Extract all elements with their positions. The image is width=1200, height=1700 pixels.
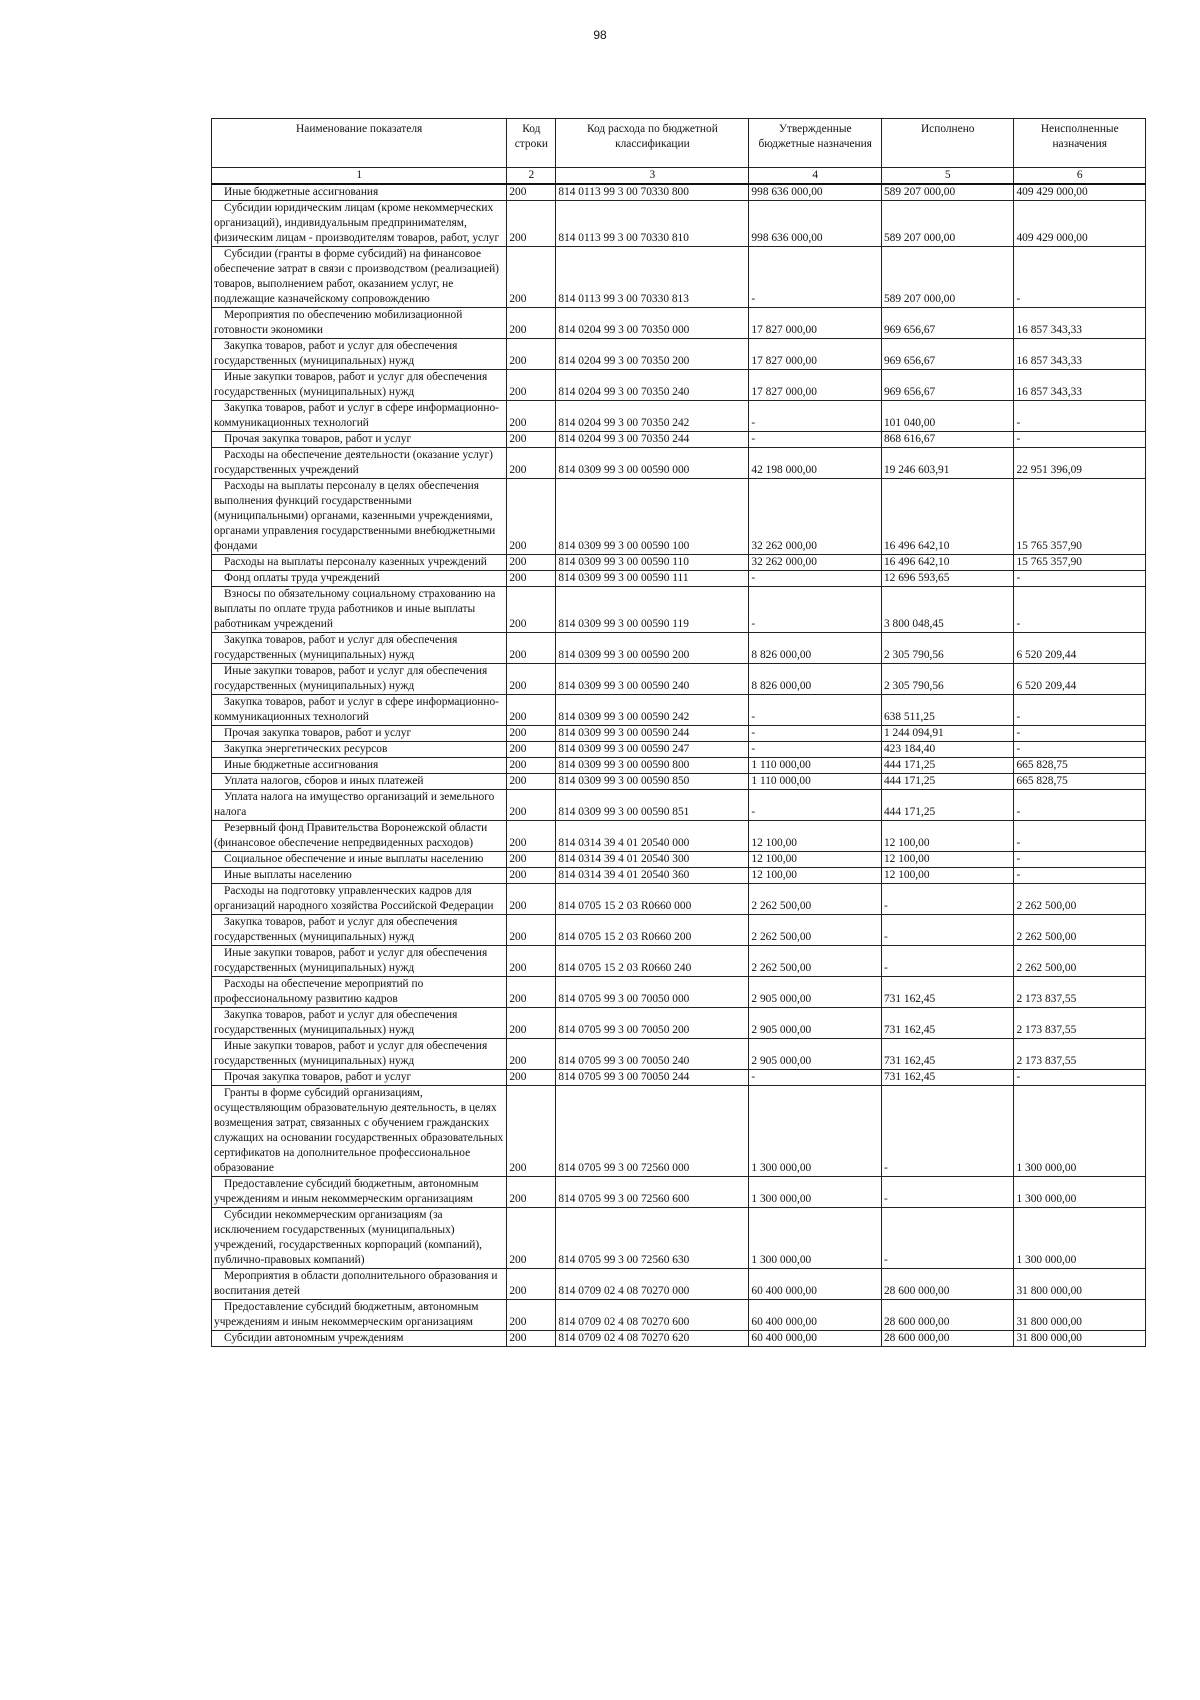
executed-amount-cell: - (881, 946, 1014, 977)
line-code-cell: 200 (507, 1269, 556, 1300)
indicator-name-cell: Иные закупки товаров, работ и услуг для обеспечения государственных (муниципальных) нужд (212, 370, 507, 401)
table-row (212, 370, 1146, 401)
header-unexecuted-appropriations: Неисполненные назначения (1014, 119, 1146, 168)
line-code-cell: 200 (507, 695, 556, 726)
budget-execution-table (211, 118, 1146, 1347)
column-number: 1 (212, 168, 507, 185)
approved-amount-cell: - (749, 571, 882, 587)
approved-amount-cell: 60 400 000,00 (749, 1331, 882, 1347)
column-number: 4 (749, 168, 882, 185)
table-row (212, 664, 1146, 695)
executed-amount-cell: 12 100,00 (881, 852, 1014, 868)
executed-amount-cell: 423 184,40 (881, 742, 1014, 758)
classification-code-cell: 814 0309 99 3 00 00590 110 (556, 555, 749, 571)
table-row (212, 401, 1146, 432)
classification-code-cell: 814 0309 99 3 00 00590 850 (556, 774, 749, 790)
table-row (212, 1331, 1146, 1347)
classification-code-cell: 814 0204 99 3 00 70350 000 (556, 308, 749, 339)
executed-amount-cell: 969 656,67 (881, 308, 1014, 339)
unexecuted-amount-cell: 409 429 000,00 (1014, 184, 1146, 201)
classification-code-cell: 814 0705 15 2 03 R0660 240 (556, 946, 749, 977)
classification-code-cell: 814 0204 99 3 00 70350 244 (556, 432, 749, 448)
unexecuted-amount-cell: - (1014, 726, 1146, 742)
line-code-cell: 200 (507, 742, 556, 758)
classification-code-cell: 814 0309 99 3 00 00590 200 (556, 633, 749, 664)
executed-amount-cell: 868 616,67 (881, 432, 1014, 448)
classification-code-cell: 814 0309 99 3 00 00590 244 (556, 726, 749, 742)
classification-code-cell: 814 0314 39 4 01 20540 000 (556, 821, 749, 852)
line-code-cell: 200 (507, 977, 556, 1008)
table-row (212, 587, 1146, 633)
approved-amount-cell: 17 827 000,00 (749, 370, 882, 401)
line-code-cell: 200 (507, 308, 556, 339)
table-row (212, 1208, 1146, 1269)
line-code-cell: 200 (507, 726, 556, 742)
line-code-cell: 200 (507, 664, 556, 695)
line-code-cell: 200 (507, 432, 556, 448)
indicator-name-cell: Предоставление субсидий бюджетным, автономным учреждениям и иным некоммерческим организациям (212, 1300, 507, 1331)
approved-amount-cell: 1 300 000,00 (749, 1208, 882, 1269)
approved-amount-cell: 1 300 000,00 (749, 1177, 882, 1208)
table-header-row (212, 119, 1146, 168)
classification-code-cell: 814 0309 99 3 00 00590 111 (556, 571, 749, 587)
approved-amount-cell: - (749, 695, 882, 726)
indicator-name-cell: Иные закупки товаров, работ и услуг для обеспечения государственных (муниципальных) нужд (212, 664, 507, 695)
approved-amount-cell: - (749, 401, 882, 432)
line-code-cell: 200 (507, 852, 556, 868)
unexecuted-amount-cell: 16 857 343,33 (1014, 370, 1146, 401)
classification-code-cell: 814 0705 99 3 00 70050 200 (556, 1008, 749, 1039)
approved-amount-cell: 998 636 000,00 (749, 184, 882, 201)
line-code-cell: 200 (507, 339, 556, 370)
executed-amount-cell: 2 305 790,56 (881, 664, 1014, 695)
table-row (212, 852, 1146, 868)
classification-code-cell: 814 0309 99 3 00 00590 800 (556, 758, 749, 774)
indicator-name-cell: Предоставление субсидий бюджетным, автономным учреждениям и иным некоммерческим организациям (212, 1177, 507, 1208)
classification-code-cell: 814 0705 15 2 03 R0660 200 (556, 915, 749, 946)
line-code-cell: 200 (507, 821, 556, 852)
indicator-name-cell: Иные закупки товаров, работ и услуг для обеспечения государственных (муниципальных) нужд (212, 946, 507, 977)
table-row (212, 555, 1146, 571)
executed-amount-cell: 28 600 000,00 (881, 1269, 1014, 1300)
indicator-name-cell: Закупка товаров, работ и услуг для обеспечения государственных (муниципальных) нужд (212, 339, 507, 370)
unexecuted-amount-cell: - (1014, 1070, 1146, 1086)
approved-amount-cell: - (749, 587, 882, 633)
indicator-name-cell: Прочая закупка товаров, работ и услуг (212, 432, 507, 448)
table-row (212, 821, 1146, 852)
classification-code-cell: 814 0204 99 3 00 70350 242 (556, 401, 749, 432)
line-code-cell: 200 (507, 1070, 556, 1086)
indicator-name-cell: Расходы на обеспечение деятельности (оказание услуг) государственных учреждений (212, 448, 507, 479)
table-row (212, 790, 1146, 821)
indicator-name-cell: Иные бюджетные ассигнования (212, 184, 507, 201)
approved-amount-cell: - (749, 790, 882, 821)
line-code-cell: 200 (507, 247, 556, 308)
page-number: 98 (593, 28, 607, 42)
approved-amount-cell: 17 827 000,00 (749, 339, 882, 370)
indicator-name-cell: Закупка энергетических ресурсов (212, 742, 507, 758)
approved-amount-cell: 60 400 000,00 (749, 1300, 882, 1331)
executed-amount-cell: 28 600 000,00 (881, 1331, 1014, 1347)
indicator-name-cell: Мероприятия по обеспечению мобилизационной готовности экономики (212, 308, 507, 339)
line-code-cell: 200 (507, 1177, 556, 1208)
column-number: 5 (881, 168, 1014, 185)
unexecuted-amount-cell: - (1014, 587, 1146, 633)
unexecuted-amount-cell: 1 300 000,00 (1014, 1208, 1146, 1269)
indicator-name-cell: Гранты в форме субсидий организациям, осуществляющим образовательную деятельность, в целях возмещения затрат, связанных с обучением гражданских служащих на основании государственных образовательных сертификатов на дополнительное профессиональное образование (212, 1086, 507, 1177)
indicator-name-cell: Иные бюджетные ассигнования (212, 758, 507, 774)
line-code-cell: 200 (507, 555, 556, 571)
indicator-name-cell: Прочая закупка товаров, работ и услуг (212, 1070, 507, 1086)
executed-amount-cell: 16 496 642,10 (881, 555, 1014, 571)
unexecuted-amount-cell: 22 951 396,09 (1014, 448, 1146, 479)
unexecuted-amount-cell: - (1014, 821, 1146, 852)
indicator-name-cell: Субсидии (гранты в форме субсидий) на финансовое обеспечение затрат в связи с производством (реализацией) товаров, выполнением работ, оказанием услуг, не подлежащие казначейскому сопровождению (212, 247, 507, 308)
table-row (212, 1008, 1146, 1039)
table-row (212, 247, 1146, 308)
indicator-name-cell: Закупка товаров, работ и услуг для обеспечения государственных (муниципальных) нужд (212, 633, 507, 664)
executed-amount-cell: 969 656,67 (881, 339, 1014, 370)
approved-amount-cell: - (749, 726, 882, 742)
unexecuted-amount-cell: - (1014, 571, 1146, 587)
indicator-name-cell: Иные выплаты населению (212, 868, 507, 884)
column-number: 6 (1014, 168, 1146, 185)
classification-code-cell: 814 0705 99 3 00 72560 600 (556, 1177, 749, 1208)
executed-amount-cell: 16 496 642,10 (881, 479, 1014, 555)
executed-amount-cell: 731 162,45 (881, 1008, 1014, 1039)
executed-amount-cell: 731 162,45 (881, 1070, 1014, 1086)
classification-code-cell: 814 0309 99 3 00 00590 240 (556, 664, 749, 695)
executed-amount-cell: 638 511,25 (881, 695, 1014, 726)
executed-amount-cell: 589 207 000,00 (881, 184, 1014, 201)
unexecuted-amount-cell: 2 173 837,55 (1014, 977, 1146, 1008)
indicator-name-cell: Закупка товаров, работ и услуг в сфере информационно-коммуникационных технологий (212, 695, 507, 726)
executed-amount-cell: - (881, 1086, 1014, 1177)
table-row (212, 633, 1146, 664)
table-row (212, 448, 1146, 479)
executed-amount-cell: - (881, 1177, 1014, 1208)
approved-amount-cell: 42 198 000,00 (749, 448, 882, 479)
classification-code-cell: 814 0113 99 3 00 70330 800 (556, 184, 749, 201)
classification-code-cell: 814 0204 99 3 00 70350 240 (556, 370, 749, 401)
classification-code-cell: 814 0113 99 3 00 70330 813 (556, 247, 749, 308)
classification-code-cell: 814 0705 99 3 00 72560 630 (556, 1208, 749, 1269)
indicator-name-cell: Закупка товаров, работ и услуг для обеспечения государственных (муниципальных) нужд (212, 915, 507, 946)
line-code-cell: 200 (507, 1208, 556, 1269)
classification-code-cell: 814 0309 99 3 00 00590 119 (556, 587, 749, 633)
executed-amount-cell: 101 040,00 (881, 401, 1014, 432)
table-row (212, 201, 1146, 247)
line-code-cell: 200 (507, 1331, 556, 1347)
unexecuted-amount-cell: 2 262 500,00 (1014, 884, 1146, 915)
approved-amount-cell: - (749, 247, 882, 308)
unexecuted-amount-cell: - (1014, 852, 1146, 868)
line-code-cell: 200 (507, 479, 556, 555)
unexecuted-amount-cell: - (1014, 432, 1146, 448)
indicator-name-cell: Закупка товаров, работ и услуг в сфере информационно-коммуникационных технологий (212, 401, 507, 432)
approved-amount-cell: 8 826 000,00 (749, 664, 882, 695)
classification-code-cell: 814 0705 99 3 00 70050 000 (556, 977, 749, 1008)
line-code-cell: 200 (507, 1039, 556, 1070)
unexecuted-amount-cell: 15 765 357,90 (1014, 479, 1146, 555)
unexecuted-amount-cell: 6 520 209,44 (1014, 664, 1146, 695)
table-row (212, 1269, 1146, 1300)
line-code-cell: 200 (507, 448, 556, 479)
executed-amount-cell: 12 100,00 (881, 868, 1014, 884)
executed-amount-cell: 28 600 000,00 (881, 1300, 1014, 1331)
executed-amount-cell: 731 162,45 (881, 1039, 1014, 1070)
unexecuted-amount-cell: 665 828,75 (1014, 758, 1146, 774)
executed-amount-cell: 3 800 048,45 (881, 587, 1014, 633)
indicator-name-cell: Закупка товаров, работ и услуг для обеспечения государственных (муниципальных) нужд (212, 1008, 507, 1039)
classification-code-cell: 814 0204 99 3 00 70350 200 (556, 339, 749, 370)
line-code-cell: 200 (507, 1300, 556, 1331)
header-executed: Исполнено (881, 119, 1014, 168)
approved-amount-cell: 12 100,00 (749, 868, 882, 884)
table-row (212, 758, 1146, 774)
table-row (212, 1070, 1146, 1086)
header-line-code: Код строки (507, 119, 556, 168)
header-indicator-name: Наименование показателя (212, 119, 507, 168)
approved-amount-cell: 1 110 000,00 (749, 758, 882, 774)
unexecuted-amount-cell: 2 262 500,00 (1014, 946, 1146, 977)
approved-amount-cell: 1 300 000,00 (749, 1086, 882, 1177)
unexecuted-amount-cell: - (1014, 247, 1146, 308)
approved-amount-cell: 2 905 000,00 (749, 1039, 882, 1070)
executed-amount-cell: - (881, 915, 1014, 946)
indicator-name-cell: Расходы на подготовку управленческих кадров для организаций народного хозяйства Российской Федерации (212, 884, 507, 915)
executed-amount-cell: 1 244 094,91 (881, 726, 1014, 742)
indicator-name-cell: Резервный фонд Правительства Воронежской области (финансовое обеспечение непредвиденных расходов) (212, 821, 507, 852)
unexecuted-amount-cell: 1 300 000,00 (1014, 1177, 1146, 1208)
approved-amount-cell: 12 100,00 (749, 852, 882, 868)
executed-amount-cell: 444 171,25 (881, 774, 1014, 790)
line-code-cell: 200 (507, 915, 556, 946)
table-row (212, 571, 1146, 587)
executed-amount-cell: 444 171,25 (881, 790, 1014, 821)
indicator-name-cell: Фонд оплаты труда учреждений (212, 571, 507, 587)
classification-code-cell: 814 0705 99 3 00 72560 000 (556, 1086, 749, 1177)
approved-amount-cell: 1 110 000,00 (749, 774, 882, 790)
line-code-cell: 200 (507, 774, 556, 790)
classification-code-cell: 814 0113 99 3 00 70330 810 (556, 201, 749, 247)
unexecuted-amount-cell: - (1014, 868, 1146, 884)
indicator-name-cell: Уплата налога на имущество организаций и земельного налога (212, 790, 507, 821)
unexecuted-amount-cell: 16 857 343,33 (1014, 308, 1146, 339)
approved-amount-cell: 2 262 500,00 (749, 915, 882, 946)
table-row (212, 884, 1146, 915)
line-code-cell: 200 (507, 946, 556, 977)
classification-code-cell: 814 0705 99 3 00 70050 240 (556, 1039, 749, 1070)
approved-amount-cell: 60 400 000,00 (749, 1269, 882, 1300)
indicator-name-cell: Субсидии юридическим лицам (кроме некоммерческих организаций), индивидуальным предпринимателям, физическим лицам - производителям товаров, работ, услуг (212, 201, 507, 247)
header-approved-appropriations: Утвержденные бюджетные назначения (749, 119, 882, 168)
indicator-name-cell: Расходы на выплаты персоналу казенных учреждений (212, 555, 507, 571)
approved-amount-cell: 8 826 000,00 (749, 633, 882, 664)
unexecuted-amount-cell: - (1014, 742, 1146, 758)
classification-code-cell: 814 0309 99 3 00 00590 242 (556, 695, 749, 726)
header-budget-classification-code: Код расхода по бюджетной классификации (556, 119, 749, 168)
classification-code-cell: 814 0709 02 4 08 70270 000 (556, 1269, 749, 1300)
line-code-cell: 200 (507, 758, 556, 774)
classification-code-cell: 814 0709 02 4 08 70270 620 (556, 1331, 749, 1347)
unexecuted-amount-cell: 2 262 500,00 (1014, 915, 1146, 946)
approved-amount-cell: 12 100,00 (749, 821, 882, 852)
approved-amount-cell: 2 262 500,00 (749, 884, 882, 915)
line-code-cell: 200 (507, 1086, 556, 1177)
unexecuted-amount-cell: 31 800 000,00 (1014, 1331, 1146, 1347)
line-code-cell: 200 (507, 370, 556, 401)
table-row (212, 726, 1146, 742)
executed-amount-cell: - (881, 1208, 1014, 1269)
executed-amount-cell: 589 207 000,00 (881, 247, 1014, 308)
classification-code-cell: 814 0309 99 3 00 00590 247 (556, 742, 749, 758)
table-row (212, 774, 1146, 790)
approved-amount-cell: 2 905 000,00 (749, 977, 882, 1008)
classification-code-cell: 814 0309 99 3 00 00590 851 (556, 790, 749, 821)
unexecuted-amount-cell: 2 173 837,55 (1014, 1008, 1146, 1039)
classification-code-cell: 814 0705 99 3 00 70050 244 (556, 1070, 749, 1086)
table-row (212, 308, 1146, 339)
executed-amount-cell: 444 171,25 (881, 758, 1014, 774)
classification-code-cell: 814 0314 39 4 01 20540 360 (556, 868, 749, 884)
executed-amount-cell: 731 162,45 (881, 977, 1014, 1008)
unexecuted-amount-cell: 16 857 343,33 (1014, 339, 1146, 370)
executed-amount-cell: - (881, 884, 1014, 915)
line-code-cell: 200 (507, 868, 556, 884)
line-code-cell: 200 (507, 790, 556, 821)
indicator-name-cell: Иные закупки товаров, работ и услуг для обеспечения государственных (муниципальных) нужд (212, 1039, 507, 1070)
table-row (212, 1177, 1146, 1208)
line-code-cell: 200 (507, 184, 556, 201)
indicator-name-cell: Субсидии автономным учреждениям (212, 1331, 507, 1347)
column-number-row (212, 168, 1146, 185)
unexecuted-amount-cell: 2 173 837,55 (1014, 1039, 1146, 1070)
table-row (212, 184, 1146, 201)
table-row (212, 1086, 1146, 1177)
unexecuted-amount-cell: - (1014, 695, 1146, 726)
unexecuted-amount-cell: 31 800 000,00 (1014, 1269, 1146, 1300)
table-row (212, 695, 1146, 726)
indicator-name-cell: Мероприятия в области дополнительного образования и воспитания детей (212, 1269, 507, 1300)
classification-code-cell: 814 0309 99 3 00 00590 000 (556, 448, 749, 479)
table-row (212, 339, 1146, 370)
table-row (212, 1300, 1146, 1331)
classification-code-cell: 814 0709 02 4 08 70270 600 (556, 1300, 749, 1331)
table-row (212, 742, 1146, 758)
line-code-cell: 200 (507, 884, 556, 915)
classification-code-cell: 814 0314 39 4 01 20540 300 (556, 852, 749, 868)
table-body (212, 184, 1146, 1347)
table-row (212, 868, 1146, 884)
column-number: 3 (556, 168, 749, 185)
executed-amount-cell: 12 696 593,65 (881, 571, 1014, 587)
unexecuted-amount-cell: 6 520 209,44 (1014, 633, 1146, 664)
approved-amount-cell: - (749, 432, 882, 448)
line-code-cell: 200 (507, 587, 556, 633)
indicator-name-cell: Субсидии некоммерческим организациям (за исключением государственных (муниципальных) учреждений, государственных корпораций (компаний), публично-правовых компаний) (212, 1208, 507, 1269)
indicator-name-cell: Расходы на выплаты персоналу в целях обеспечения выполнения функций государственными (муниципальными) органами, казенными учреждениями, органами управления государственными внебюджетными фондами (212, 479, 507, 555)
executed-amount-cell: 12 100,00 (881, 821, 1014, 852)
table-row (212, 1039, 1146, 1070)
unexecuted-amount-cell: 15 765 357,90 (1014, 555, 1146, 571)
unexecuted-amount-cell: 665 828,75 (1014, 774, 1146, 790)
approved-amount-cell: 17 827 000,00 (749, 308, 882, 339)
unexecuted-amount-cell: - (1014, 401, 1146, 432)
executed-amount-cell: 589 207 000,00 (881, 201, 1014, 247)
unexecuted-amount-cell: 1 300 000,00 (1014, 1086, 1146, 1177)
executed-amount-cell: 19 246 603,91 (881, 448, 1014, 479)
indicator-name-cell: Социальное обеспечение и иные выплаты населению (212, 852, 507, 868)
table-row (212, 479, 1146, 555)
line-code-cell: 200 (507, 401, 556, 432)
executed-amount-cell: 2 305 790,56 (881, 633, 1014, 664)
approved-amount-cell: 2 905 000,00 (749, 1008, 882, 1039)
line-code-cell: 200 (507, 571, 556, 587)
indicator-name-cell: Уплата налогов, сборов и иных платежей (212, 774, 507, 790)
table-row (212, 977, 1146, 1008)
unexecuted-amount-cell: 31 800 000,00 (1014, 1300, 1146, 1331)
approved-amount-cell: 998 636 000,00 (749, 201, 882, 247)
executed-amount-cell: 969 656,67 (881, 370, 1014, 401)
classification-code-cell: 814 0309 99 3 00 00590 100 (556, 479, 749, 555)
classification-code-cell: 814 0705 15 2 03 R0660 000 (556, 884, 749, 915)
indicator-name-cell: Расходы на обеспечение мероприятий по профессиональному развитию кадров (212, 977, 507, 1008)
line-code-cell: 200 (507, 633, 556, 664)
unexecuted-amount-cell: 409 429 000,00 (1014, 201, 1146, 247)
indicator-name-cell: Прочая закупка товаров, работ и услуг (212, 726, 507, 742)
table-row (212, 432, 1146, 448)
unexecuted-amount-cell: - (1014, 790, 1146, 821)
table-row (212, 915, 1146, 946)
line-code-cell: 200 (507, 201, 556, 247)
table-row (212, 946, 1146, 977)
line-code-cell: 200 (507, 1008, 556, 1039)
approved-amount-cell: 32 262 000,00 (749, 555, 882, 571)
approved-amount-cell: - (749, 742, 882, 758)
approved-amount-cell: 2 262 500,00 (749, 946, 882, 977)
approved-amount-cell: 32 262 000,00 (749, 479, 882, 555)
approved-amount-cell: - (749, 1070, 882, 1086)
column-number: 2 (507, 168, 556, 185)
indicator-name-cell: Взносы по обязательному социальному страхованию на выплаты по оплате труда работников и иные выплаты работникам учреждений (212, 587, 507, 633)
